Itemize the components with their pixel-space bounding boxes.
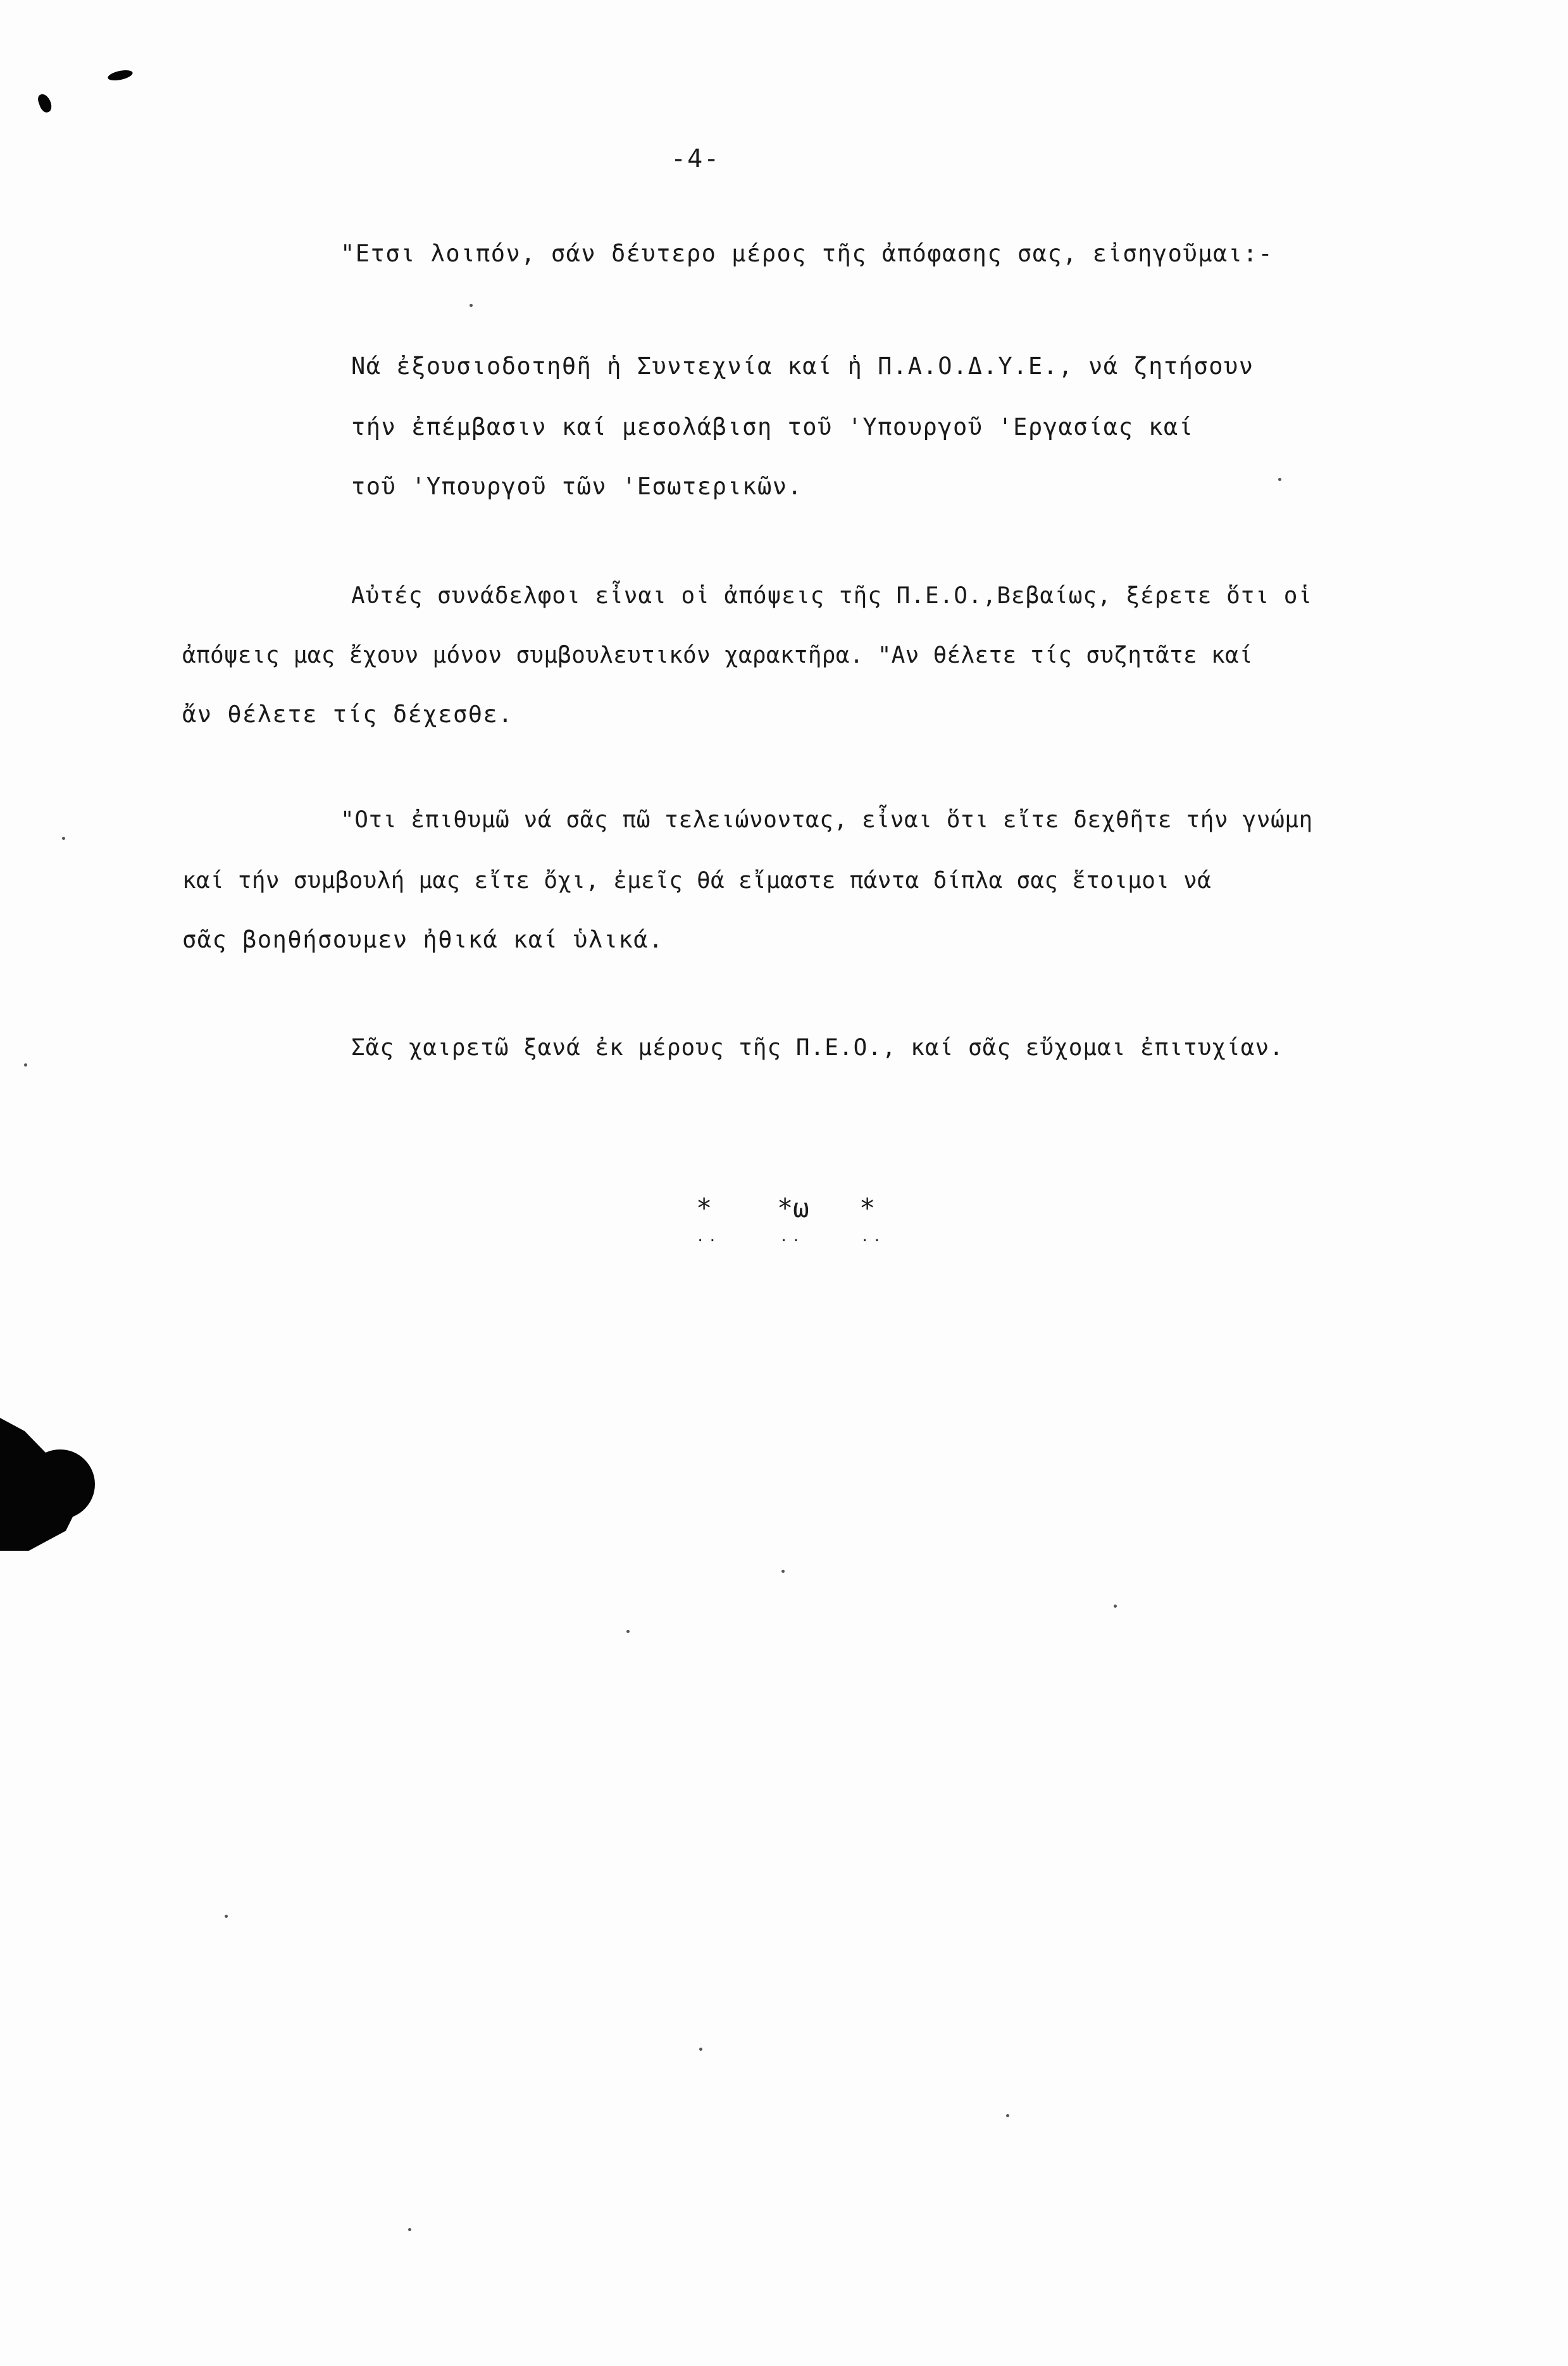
ink-mark-top <box>107 68 134 82</box>
closing-asterisk-1: * <box>696 1192 712 1224</box>
paragraph-4-line-2: καί τήν συμβουλή μας εἴτε ὄχι, ἐμεῖς θά εἴμαστε πάντα δίπλα σας ἕτοιμοι νά <box>182 868 1212 894</box>
closing-asterisk-2: *ω <box>777 1192 809 1224</box>
ink-circle-left-edge <box>25 1449 95 1519</box>
paragraph-2-line-2: τήν ἐπέμβασιν καί μεσολάβιση τοῦ 'Υπουργοῦ 'Εργασίας καί <box>351 413 1194 441</box>
closing-dots-1: .. <box>696 1229 721 1245</box>
page-number: -4- <box>671 144 721 173</box>
speck <box>699 2048 702 2051</box>
closing-asterisk-3: * <box>859 1192 876 1224</box>
speck <box>1114 1605 1117 1608</box>
speck <box>781 1570 785 1573</box>
speck <box>225 1915 228 1918</box>
speck <box>408 2228 411 2231</box>
speck <box>626 1630 630 1633</box>
speck <box>1278 478 1281 481</box>
paragraph-1-line-1: "Ετσι λοιπόν, σάν δέυτερο μέρος τῆς ἀπόφασης σας, εἰσηγοῦμαι:- <box>340 240 1274 267</box>
closing-dots-3: .. <box>861 1229 885 1245</box>
paragraph-3-line-2: ἀπόψεις μας ἔχουν μόνον συμβουλευτικόν χαρακτῆρα. "Αν θέλετε τίς συζητᾶτε καί <box>182 642 1253 668</box>
paragraph-2-line-3: τοῦ 'Υπουργοῦ τῶν 'Εσωτερικῶν. <box>351 473 803 500</box>
paragraph-4-line-3: σᾶς βοηθήσουμεν ἠθικά καί ὑλικά. <box>182 926 664 953</box>
paragraph-5-line-1: Σᾶς χαιρετῶ ξανά ἐκ μέρους τῆς Π.Ε.Ο., καί σᾶς εὔχομαι ἐπιτυχίαν. <box>351 1035 1284 1061</box>
paragraph-4-line-1: "Οτι ἐπιθυμῶ νά σᾶς πῶ τελειώνοντας, εἶναι ὅτι εἴτε δεχθῆτε τήν γνώμη <box>340 807 1313 833</box>
paragraph-3-line-1: Αὐτές συνάδελφοι εἶναι οἱ ἀπόψεις τῆς Π.Ε.Ο.,Βεβαίως, ξέρετε ὅτι οἱ <box>351 583 1313 609</box>
speck <box>1006 2114 1009 2117</box>
closing-dots-2: .. <box>780 1229 804 1245</box>
paragraph-3-line-3: ἄν θέλετε τίς δέχεσθε. <box>182 701 514 728</box>
speck <box>62 837 65 840</box>
speck <box>470 304 473 307</box>
speck <box>24 1063 27 1067</box>
paragraph-2-line-1: Νά ἐξουσιοδοτηθῆ ἡ Συντεχνία καί ἡ Π.Α.Ο.Δ.Υ.Ε., νά ζητήσουν <box>351 353 1254 380</box>
ink-blot-top-left <box>36 92 53 114</box>
